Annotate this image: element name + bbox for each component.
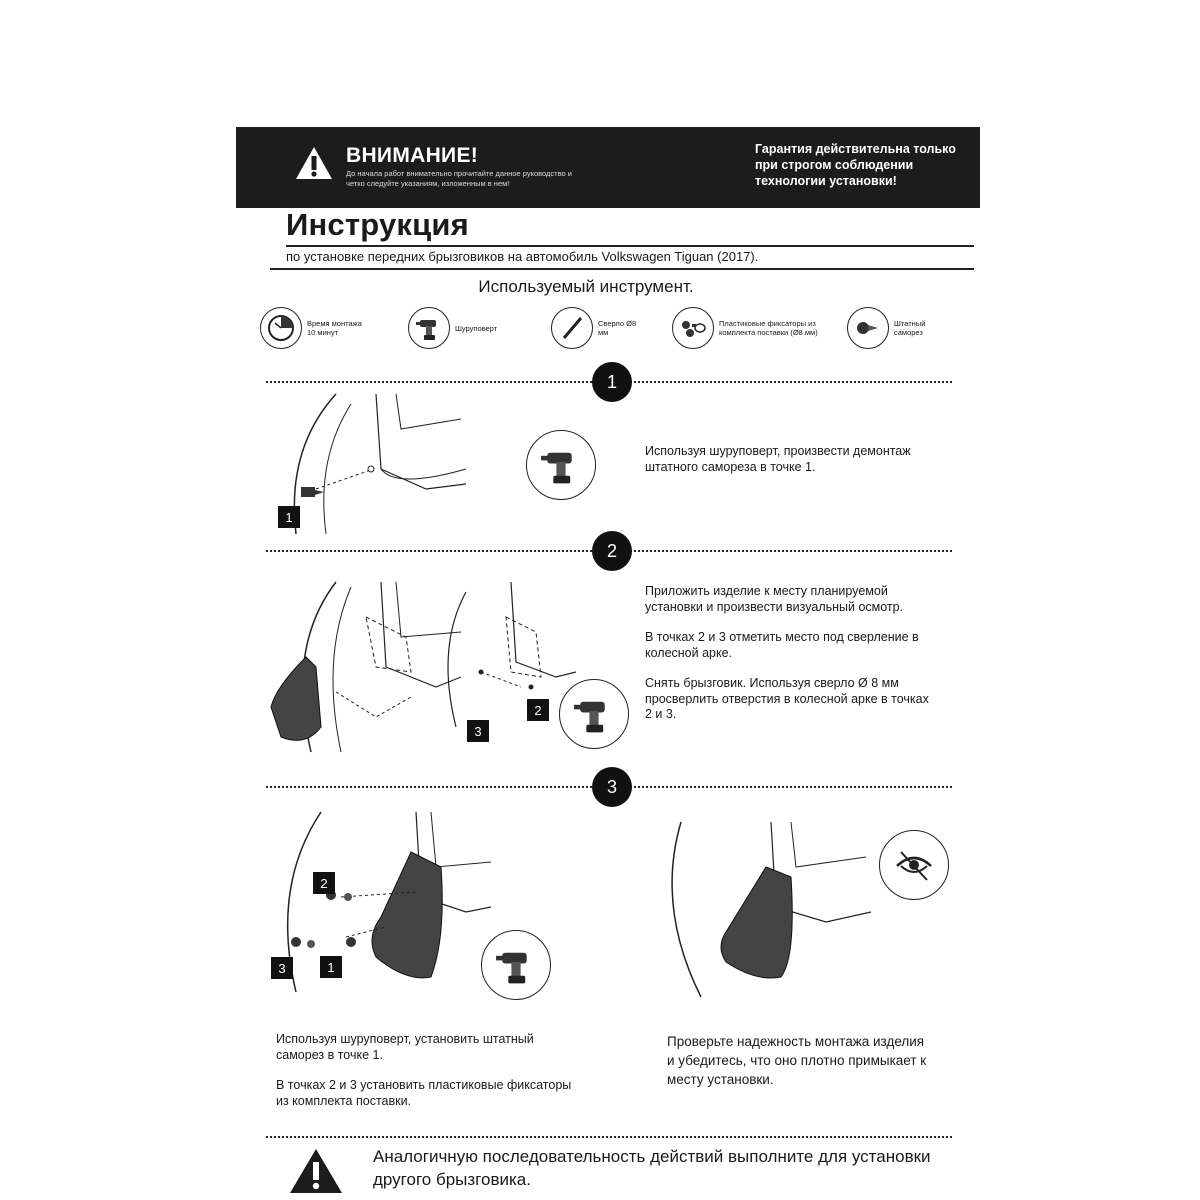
title-rule xyxy=(286,245,974,247)
warning-header xyxy=(236,127,980,208)
footer-text: Аналогичную последовательность действий выполните для установки другого брызговика. xyxy=(373,1147,931,1189)
step-3-right-illustration xyxy=(661,817,881,1002)
tool-drill-bit xyxy=(551,305,638,351)
step-1-illustration xyxy=(276,389,476,539)
tool-time-label: Время монтажа 10 минут xyxy=(307,319,362,337)
footer-divider xyxy=(266,1136,952,1138)
tool-drill-bit-label: Сверло Ø8 мм xyxy=(598,319,637,337)
step-1-badge: 1 xyxy=(592,362,632,402)
step-3-right-paragraph: Проверьте надежность монтажа изделия и убедитесь, что оно плотно примыкает к месту установки. xyxy=(667,1034,927,1087)
step-2-marker-2: 2 xyxy=(527,699,549,721)
step-3-marker-2: 2 xyxy=(313,872,335,894)
step-3-left-illustration xyxy=(266,807,496,997)
warning-text: До начала работ внимательно прочитайте данное руководство и четко следуйте указаниям, изложенным в нем! xyxy=(346,169,572,188)
step-2-paragraph-1: Приложить изделие к месту планируемой установки и произвести визуальный осмотр. xyxy=(645,584,904,614)
self-tapping-screw-icon xyxy=(847,307,889,349)
step-1-screwdriver-icon xyxy=(526,430,596,500)
footer-warning-triangle-icon xyxy=(288,1147,344,1195)
step-3-badge: 3 xyxy=(592,767,632,807)
step-2-paragraph-2: В точках 2 и 3 отметить место под сверление в колесной арке. xyxy=(645,630,919,660)
tool-clips xyxy=(672,305,827,351)
step-3-left-paragraph-2: В точках 2 и 3 установить пластиковые фиксаторы из комплекта поставки. xyxy=(276,1078,572,1108)
step-3-marker-3: 3 xyxy=(271,957,293,979)
step-2-paragraph-3: Снять брызговик. Используя сверло Ø 8 мм просверлить отверстия в колесной арке в точках 2 и 3. xyxy=(645,676,929,721)
clock-icon xyxy=(260,307,302,349)
step-2-illustration xyxy=(266,577,576,757)
document-title: Инструкция xyxy=(286,207,469,242)
step-2-badge: 2 xyxy=(592,531,632,571)
step-3-left-paragraph-1: Используя шуруповерт, установить штатный саморез в точке 1. xyxy=(276,1032,534,1062)
tool-screw-label: Штатный саморез xyxy=(894,319,926,337)
step-2-text xyxy=(645,584,935,738)
step-1-text xyxy=(645,444,915,490)
step-1-paragraph: Используя шуруповерт, произвести демонтаж штатного самореза в точке 1. xyxy=(645,444,911,474)
instruction-sheet xyxy=(236,127,980,1200)
step-3-screwdriver-icon xyxy=(481,930,551,1000)
step-3-left-text xyxy=(276,1032,576,1124)
step-2-marker-3: 3 xyxy=(467,720,489,742)
step-3-marker-1: 1 xyxy=(320,956,342,978)
step-2-screwdriver-icon xyxy=(559,679,629,749)
step-3-right-text xyxy=(667,1032,927,1104)
tool-time xyxy=(260,305,369,351)
visual-inspection-eye-icon xyxy=(879,830,949,900)
step-1-marker-1: 1 xyxy=(278,506,300,528)
tool-screwdriver-label: Шуруповерт xyxy=(455,323,498,333)
tool-screwdriver xyxy=(408,305,545,351)
drill-bit-icon xyxy=(551,307,593,349)
tool-clips-label: Пластиковые фиксаторы из комплекта поставки (Ø8 мм) xyxy=(719,319,818,337)
guarantee-text: Гарантия действительна только при строгом соблюдении технологии установки! xyxy=(755,142,956,188)
warning-title: ВНИМАНИЕ! xyxy=(346,144,479,167)
subtitle-rule xyxy=(270,268,974,270)
document-subtitle: по установке передних брызговиков на автомобиль Volkswagen Tiguan (2017). xyxy=(286,249,759,264)
tools-heading: Используемый инструмент. xyxy=(478,277,694,296)
plastic-clips-icon xyxy=(672,307,714,349)
warning-triangle-icon xyxy=(294,145,334,181)
tool-screw xyxy=(847,305,934,351)
screwdriver-icon xyxy=(408,307,450,349)
